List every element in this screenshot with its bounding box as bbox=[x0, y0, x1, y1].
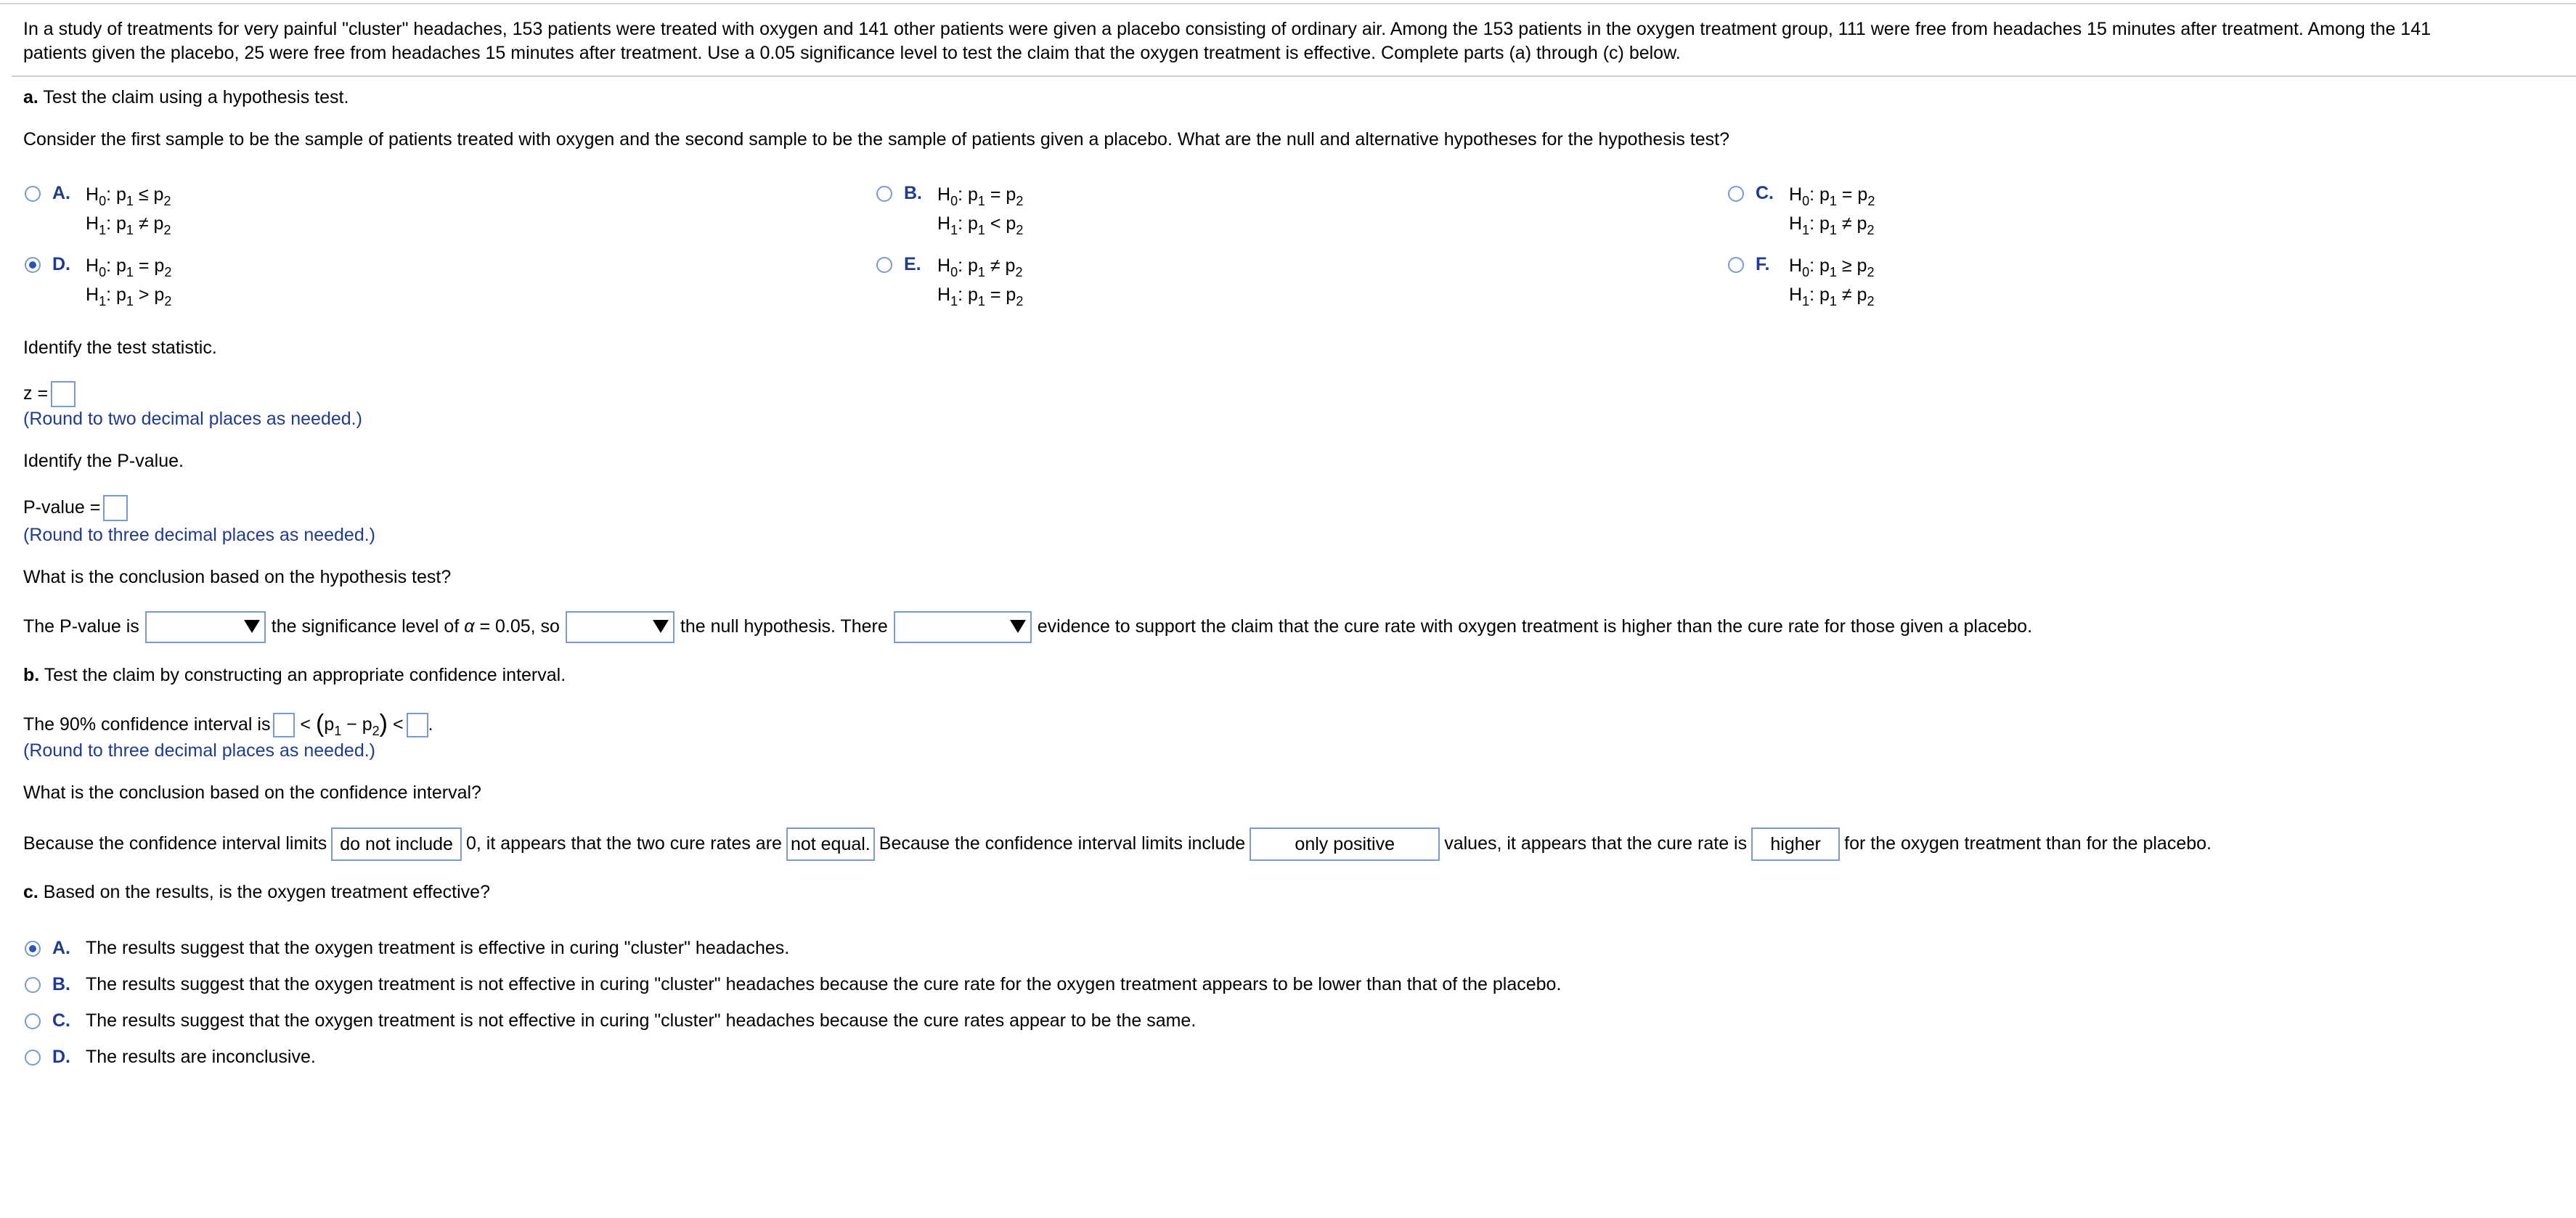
h0-line: $H_0$: $p_1 = p_2$ bbox=[937, 184, 1024, 208]
ci-conclusion-text: Because the confidence interval limits bbox=[23, 833, 327, 854]
reject-decision-dropdown[interactable] bbox=[566, 611, 674, 643]
h0-operator: ≠ bbox=[990, 256, 1000, 276]
chevron-down-icon bbox=[244, 620, 260, 633]
h1-operator: ≠ bbox=[138, 213, 149, 234]
h1-line: $H_1$: $p_1 \ne p_2$ bbox=[1789, 213, 1875, 237]
ci-upper-input[interactable] bbox=[407, 713, 428, 737]
h0-operator: = bbox=[990, 184, 1001, 205]
ci-conclusion-row bbox=[23, 826, 2212, 861]
ci-answer-sign[interactable]: only positive bbox=[1250, 827, 1440, 861]
ci-answer-include[interactable]: do not include bbox=[331, 827, 462, 861]
z-row bbox=[23, 379, 76, 408]
pvalue-input[interactable] bbox=[103, 495, 128, 521]
h0-operator: ≤ bbox=[138, 184, 149, 205]
radio-option-f[interactable] bbox=[1728, 257, 1744, 273]
h0-line: $H_0$: $p_1 \ne p_2$ bbox=[937, 256, 1023, 279]
radio-effective-c[interactable] bbox=[25, 1013, 41, 1029]
radio-option-a[interactable] bbox=[25, 186, 41, 202]
option-letter: B. bbox=[52, 974, 70, 994]
alpha-symbol: α bbox=[464, 616, 475, 637]
part-b-heading bbox=[23, 663, 566, 687]
h0-line: $H_0$: $p_1 \ge p_2$ bbox=[1789, 256, 1875, 279]
radio-effective-b[interactable] bbox=[25, 977, 41, 993]
part-a-label: a. bbox=[23, 87, 38, 107]
ci-hint: (Round to three decimal places as needed.) bbox=[23, 740, 376, 761]
z-input[interactable] bbox=[51, 381, 76, 407]
option-letter: F. bbox=[1756, 254, 1770, 274]
h1-line: $H_1$: $p_1 < p_2$ bbox=[937, 213, 1024, 237]
h1-line: $H_1$: $p_1 > p_2$ bbox=[86, 285, 172, 308]
option-letter: C. bbox=[1756, 183, 1774, 203]
option-text: The results suggest that the oxygen treatment is effective in curing "cluster" headaches. bbox=[86, 938, 790, 958]
h0-operator: = bbox=[1841, 184, 1853, 205]
ci-row: The 90% confidence interval is < $(p_1 - p_2)$ < . bbox=[23, 710, 433, 738]
h1-operator: < bbox=[990, 213, 1001, 234]
option-letter: E. bbox=[904, 254, 921, 274]
test-stat-prompt: Identify the test statistic. bbox=[23, 338, 217, 358]
conclusion-text: = 0.05, so bbox=[474, 616, 560, 637]
h1-line: $H_1$: $p_1 \ne p_2$ bbox=[1789, 285, 1875, 308]
chevron-down-icon bbox=[1010, 620, 1026, 633]
h0-operator: ≥ bbox=[1841, 256, 1852, 276]
option-letter: A. bbox=[52, 938, 70, 958]
h1-operator: > bbox=[138, 285, 150, 305]
part-a-heading bbox=[23, 86, 349, 109]
chevron-down-icon bbox=[653, 620, 669, 633]
part-c-label: c. bbox=[23, 882, 38, 902]
option-letter: B. bbox=[904, 183, 922, 203]
radio-option-e[interactable] bbox=[876, 257, 892, 273]
ci-conclusion-text: values, it appears that the cure rate is bbox=[1444, 833, 1748, 854]
radio-option-b[interactable] bbox=[876, 186, 892, 202]
radio-option-c[interactable] bbox=[1728, 186, 1744, 202]
h1-operator: = bbox=[990, 285, 1001, 305]
radio-option-d-selected[interactable] bbox=[25, 257, 41, 273]
hypothesis-conclusion-row bbox=[23, 610, 2032, 643]
option-letter: D. bbox=[52, 254, 70, 274]
h0-operator: = bbox=[138, 256, 150, 276]
conclusion-text: the significance level of bbox=[271, 616, 460, 637]
pvalue-row bbox=[23, 493, 128, 522]
ci-less-than: < bbox=[300, 714, 311, 735]
h0-line: $H_0$: $p_1 = p_2$ bbox=[86, 256, 172, 279]
hypothesis-question: Consider the first sample to be the sample of patients treated with oxygen and the second sample to be the sample of patients given a placebo. What are the null and alternative hypotheses for the hypothesis test? bbox=[23, 129, 1730, 150]
pvalue-label: P-value = bbox=[23, 497, 101, 518]
z-label: z = bbox=[23, 383, 49, 404]
conclusion-text: The P-value is bbox=[23, 616, 139, 637]
ci-conclusion-text: Because the confidence interval limits include bbox=[879, 833, 1246, 854]
option-letter: C. bbox=[52, 1010, 70, 1031]
radio-effective-d[interactable] bbox=[25, 1050, 41, 1066]
ci-lower-input[interactable] bbox=[273, 713, 295, 737]
ci-less-than: < bbox=[392, 714, 404, 735]
conclusion-prompt-a: What is the conclusion based on the hypothesis test? bbox=[23, 567, 452, 587]
option-text: The results are inconclusive. bbox=[86, 1047, 316, 1067]
ci-text: The 90% confidence interval is bbox=[23, 714, 271, 735]
conclusion-text: evidence to support the claim that the cure rate with oxygen treatment is higher than the cure rate for those given a placebo. bbox=[1037, 616, 2033, 637]
h1-line: $H_1$: $p_1 = p_2$ bbox=[937, 285, 1024, 308]
part-c-heading bbox=[23, 880, 490, 904]
conclusion-prompt-b: What is the conclusion based on the confidence interval? bbox=[23, 782, 481, 803]
intro-line-2: patients given the placebo, 25 were free from headaches 15 minutes after treatment. Use a 0.05 significance level to test the claim that the oxygen treatment is effective. Complete parts (a) through (c) below. bbox=[23, 43, 1681, 63]
evidence-dropdown[interactable] bbox=[894, 611, 1032, 643]
h1-line: $H_1$: $p_1 \ne p_2$ bbox=[86, 213, 171, 237]
ci-conclusion-text: for the oxygen treatment than for the placebo. bbox=[1844, 833, 2212, 854]
pvalue-prompt: Identify the P-value. bbox=[23, 451, 184, 471]
part-b-heading-text: Test the claim by constructing an appropriate confidence interval. bbox=[39, 665, 566, 685]
h0-line: $H_0$: $p_1 = p_2$ bbox=[1789, 184, 1875, 208]
conclusion-text: the null hypothesis. There bbox=[680, 616, 888, 637]
option-text: The results suggest that the oxygen treatment is not effective in curing "cluster" headaches because the cure rates appear to be the same. bbox=[86, 1010, 1197, 1031]
ci-answer-equal[interactable]: not equal. bbox=[786, 827, 875, 861]
part-b-label: b. bbox=[23, 665, 40, 685]
h1-operator: ≠ bbox=[1841, 285, 1852, 305]
part-a-heading-text: Test the claim using a hypothesis test. bbox=[38, 87, 349, 107]
pvalue-hint: (Round to three decimal places as needed.) bbox=[23, 525, 376, 545]
pvalue-comparison-dropdown[interactable] bbox=[145, 611, 266, 643]
h1-operator: ≠ bbox=[1841, 213, 1852, 234]
z-hint: (Round to two decimal places as needed.) bbox=[23, 409, 362, 429]
option-letter: A. bbox=[52, 183, 70, 203]
section-divider bbox=[12, 75, 2576, 77]
top-border bbox=[0, 3, 2576, 4]
option-letter: D. bbox=[52, 1047, 70, 1067]
part-c-heading-text: Based on the results, is the oxygen treatment effective? bbox=[38, 882, 490, 902]
ci-answer-direction[interactable]: higher bbox=[1751, 827, 1840, 861]
h0-line: $H_0$: $p_1 \le p_2$ bbox=[86, 184, 171, 208]
option-text: The results suggest that the oxygen treatment is not effective in curing "cluster" headaches because the cure rate for the oxygen treatment appears to be lower than that of the placebo. bbox=[86, 974, 1562, 994]
intro-line-1: In a study of treatments for very painful "cluster" headaches, 153 patients were treated with oxygen and 141 other patients were given a placebo consisting of ordinary air. Among the 153 patients in the oxygen treatment group, 111 were free from headaches 15 minutes after treatment. Among the 141 bbox=[23, 19, 2432, 39]
ci-conclusion-text: 0, it appears that the two cure rates are bbox=[465, 833, 782, 854]
radio-effective-a-selected[interactable] bbox=[25, 941, 41, 957]
